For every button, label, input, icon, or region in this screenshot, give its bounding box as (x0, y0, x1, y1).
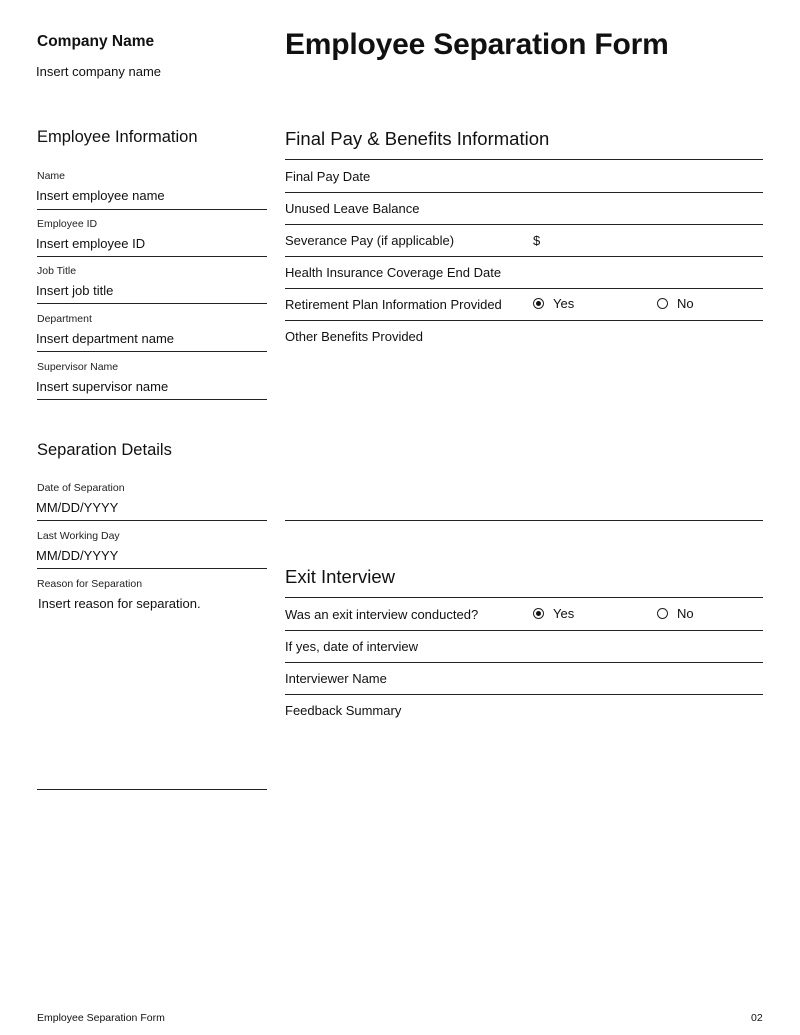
row-label: Health Insurance Coverage End Date (285, 265, 502, 280)
field-label: Reason for Separation (37, 578, 143, 590)
field-value[interactable]: Insert reason for separation. (38, 596, 201, 611)
unused-leave-row[interactable] (285, 192, 763, 225)
job-title-field[interactable] (37, 265, 267, 304)
field-label: Supervisor Name (37, 361, 119, 373)
radio-selected-icon[interactable] (533, 298, 544, 309)
separation-details-heading: Separation Details (37, 441, 172, 459)
supervisor-name-field[interactable] (37, 361, 267, 400)
other-benefits-field-line[interactable] (285, 520, 763, 521)
field-value[interactable]: Insert employee name (36, 188, 165, 203)
field-value[interactable]: Insert employee ID (36, 236, 146, 251)
employee-name-field[interactable] (37, 170, 267, 210)
radio-label: No (677, 296, 694, 311)
field-label: Department (37, 313, 92, 325)
field-value[interactable]: Insert job title (36, 283, 114, 298)
retirement-yes-option[interactable] (533, 296, 574, 311)
date-of-separation-field[interactable] (37, 482, 267, 521)
employee-id-field[interactable] (37, 218, 267, 257)
radio-empty-icon[interactable] (657, 298, 668, 309)
row-label: Unused Leave Balance (285, 201, 420, 216)
radio-empty-icon[interactable] (657, 608, 668, 619)
field-label: Date of Separation (37, 482, 125, 494)
final-pay-date-row[interactable] (285, 160, 763, 193)
row-label: Severance Pay (if applicable) (285, 233, 455, 248)
employee-info-heading: Employee Information (37, 128, 198, 146)
field-value[interactable]: MM/DD/YYYY (36, 548, 119, 563)
field-value[interactable]: Insert department name (36, 331, 175, 346)
radio-label: No (677, 606, 694, 621)
exit-interview-no-option[interactable] (657, 606, 694, 621)
row-label: Interviewer Name (285, 671, 387, 686)
field-value[interactable]: MM/DD/YYYY (36, 500, 119, 515)
department-field[interactable] (37, 313, 267, 352)
interviewer-name-row[interactable] (285, 662, 763, 695)
currency-symbol: $ (533, 233, 541, 248)
page-title: Employee Separation Form (285, 28, 669, 61)
field-label: Last Working Day (37, 530, 120, 542)
field-label: Job Title (37, 265, 77, 277)
feedback-summary-label: Feedback Summary (285, 703, 402, 718)
reason-for-separation-field[interactable] (37, 578, 267, 790)
retirement-no-option[interactable] (657, 296, 694, 311)
radio-label: Yes (553, 296, 575, 311)
row-label: Retirement Plan Information Provided (285, 297, 502, 312)
footer-title: Employee Separation Form (37, 1012, 165, 1024)
row-label: Was an exit interview conducted? (285, 607, 479, 622)
health-insurance-row[interactable] (285, 256, 763, 289)
company-name-field[interactable]: Insert company name (36, 64, 162, 79)
exit-interview-yes-option[interactable] (533, 606, 574, 621)
interview-date-row[interactable] (285, 630, 763, 663)
exit-interview-conducted-row (285, 598, 763, 631)
radio-selected-icon[interactable] (533, 608, 544, 619)
last-working-day-field[interactable] (37, 530, 267, 569)
retirement-plan-row (285, 288, 763, 321)
other-benefits-label: Other Benefits Provided (285, 329, 424, 344)
field-label: Name (37, 170, 66, 182)
row-label: If yes, date of interview (285, 639, 418, 654)
exit-interview-heading: Exit Interview (285, 566, 396, 587)
company-name-label: Company Name (37, 33, 155, 50)
radio-label: Yes (553, 606, 575, 621)
field-value[interactable]: Insert supervisor name (36, 379, 169, 394)
final-pay-heading: Final Pay & Benefits Information (285, 128, 550, 149)
field-label: Employee ID (37, 218, 98, 230)
row-label: Final Pay Date (285, 169, 371, 184)
severance-pay-row[interactable] (285, 224, 763, 257)
page-number: 02 (751, 1012, 763, 1024)
